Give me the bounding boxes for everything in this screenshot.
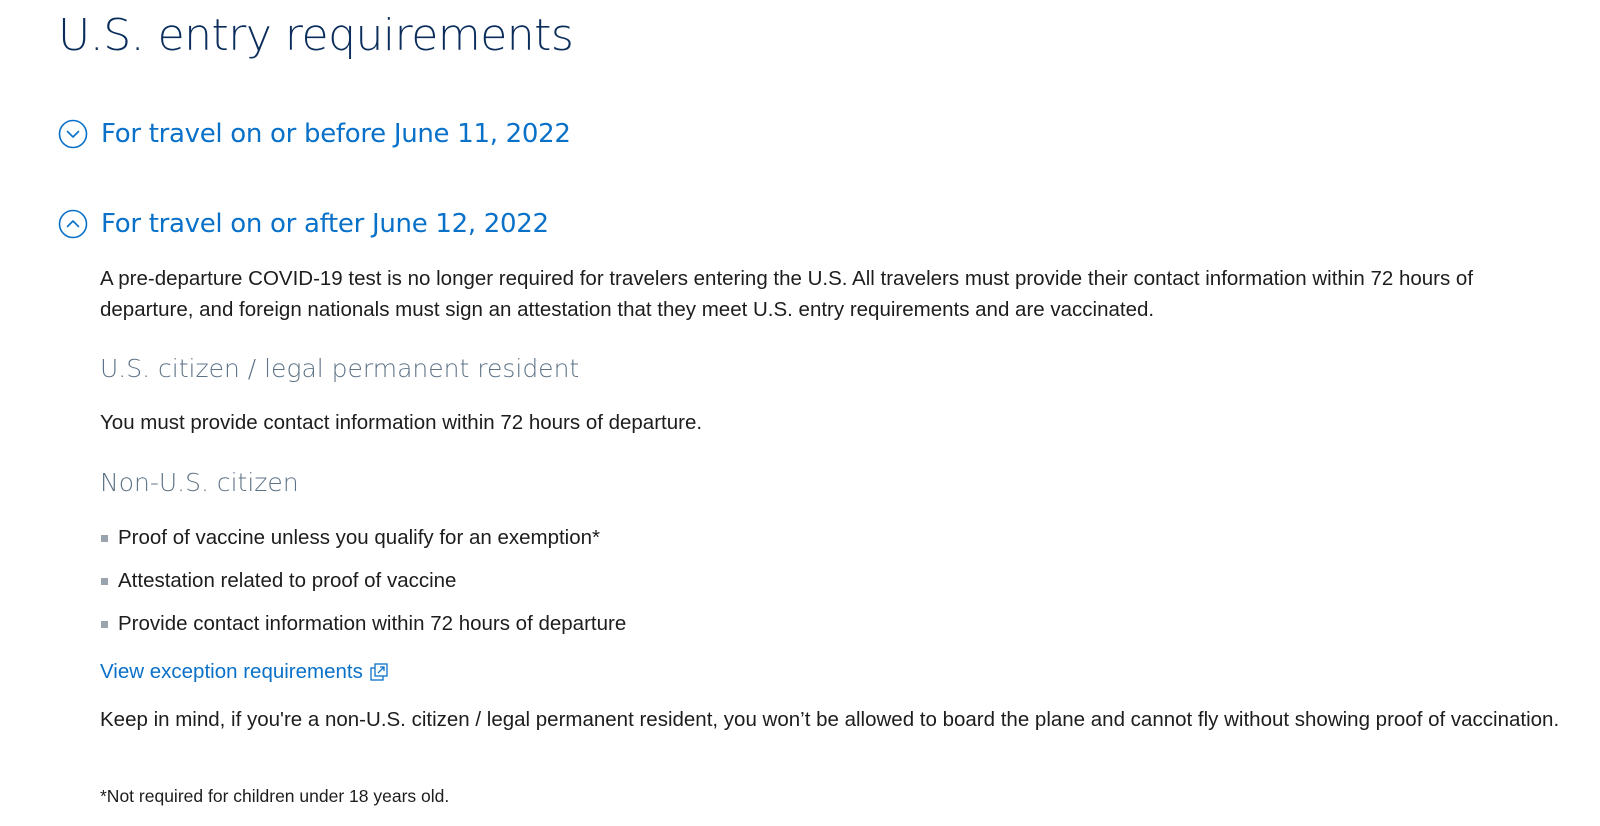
accordion-toggle-after-june-12[interactable] <box>58 209 549 239</box>
list-item-text: Provide contact information within 72 hours of departure <box>118 612 627 635</box>
chevron-up-circle-icon <box>58 209 88 239</box>
page-title: U.S. entry requirements <box>58 10 574 61</box>
warning-paragraph: Keep in mind, if you're a non-U.S. citizen / legal permanent resident, you won’t be allowed to board the plane and cannot fly without showing proof of vaccination. <box>100 708 1560 731</box>
view-exception-requirements-link[interactable] <box>100 657 389 687</box>
non-us-citizen-heading: Non-U.S. citizen <box>100 468 299 497</box>
list-item <box>100 566 626 609</box>
square-bullet-icon <box>101 621 108 628</box>
accordion-label: For travel on or before June 11, 2022 <box>101 119 571 149</box>
footnote: *Not required for children under 18 years old. <box>100 786 450 806</box>
square-bullet-icon <box>101 578 108 585</box>
external-link-icon <box>369 662 389 682</box>
link-label: View exception requirements <box>100 660 363 683</box>
requirements-list <box>100 523 626 652</box>
accordion-toggle-before-june-11[interactable] <box>58 119 571 149</box>
intro-paragraph: A pre-departure COVID-19 test is no longer required for travelers entering the U.S. All travelers must provide their contact information within 72 hours of departure, and foreign nationals must sign an attestation that they meet U.S. entry requirements and are vaccinated. <box>100 267 1474 321</box>
us-citizen-text: You must provide contact information within 72 hours of departure. <box>100 411 703 434</box>
list-item-text: Proof of vaccine unless you qualify for an exemption* <box>118 526 601 549</box>
list-item <box>100 609 626 652</box>
square-bullet-icon <box>101 535 108 542</box>
chevron-down-circle-icon <box>58 119 88 149</box>
list-item <box>100 523 626 566</box>
list-item-text: Attestation related to proof of vaccine <box>118 569 457 592</box>
us-citizen-heading: U.S. citizen / legal permanent resident <box>100 354 580 383</box>
accordion-label: For travel on or after June 12, 2022 <box>101 209 549 239</box>
